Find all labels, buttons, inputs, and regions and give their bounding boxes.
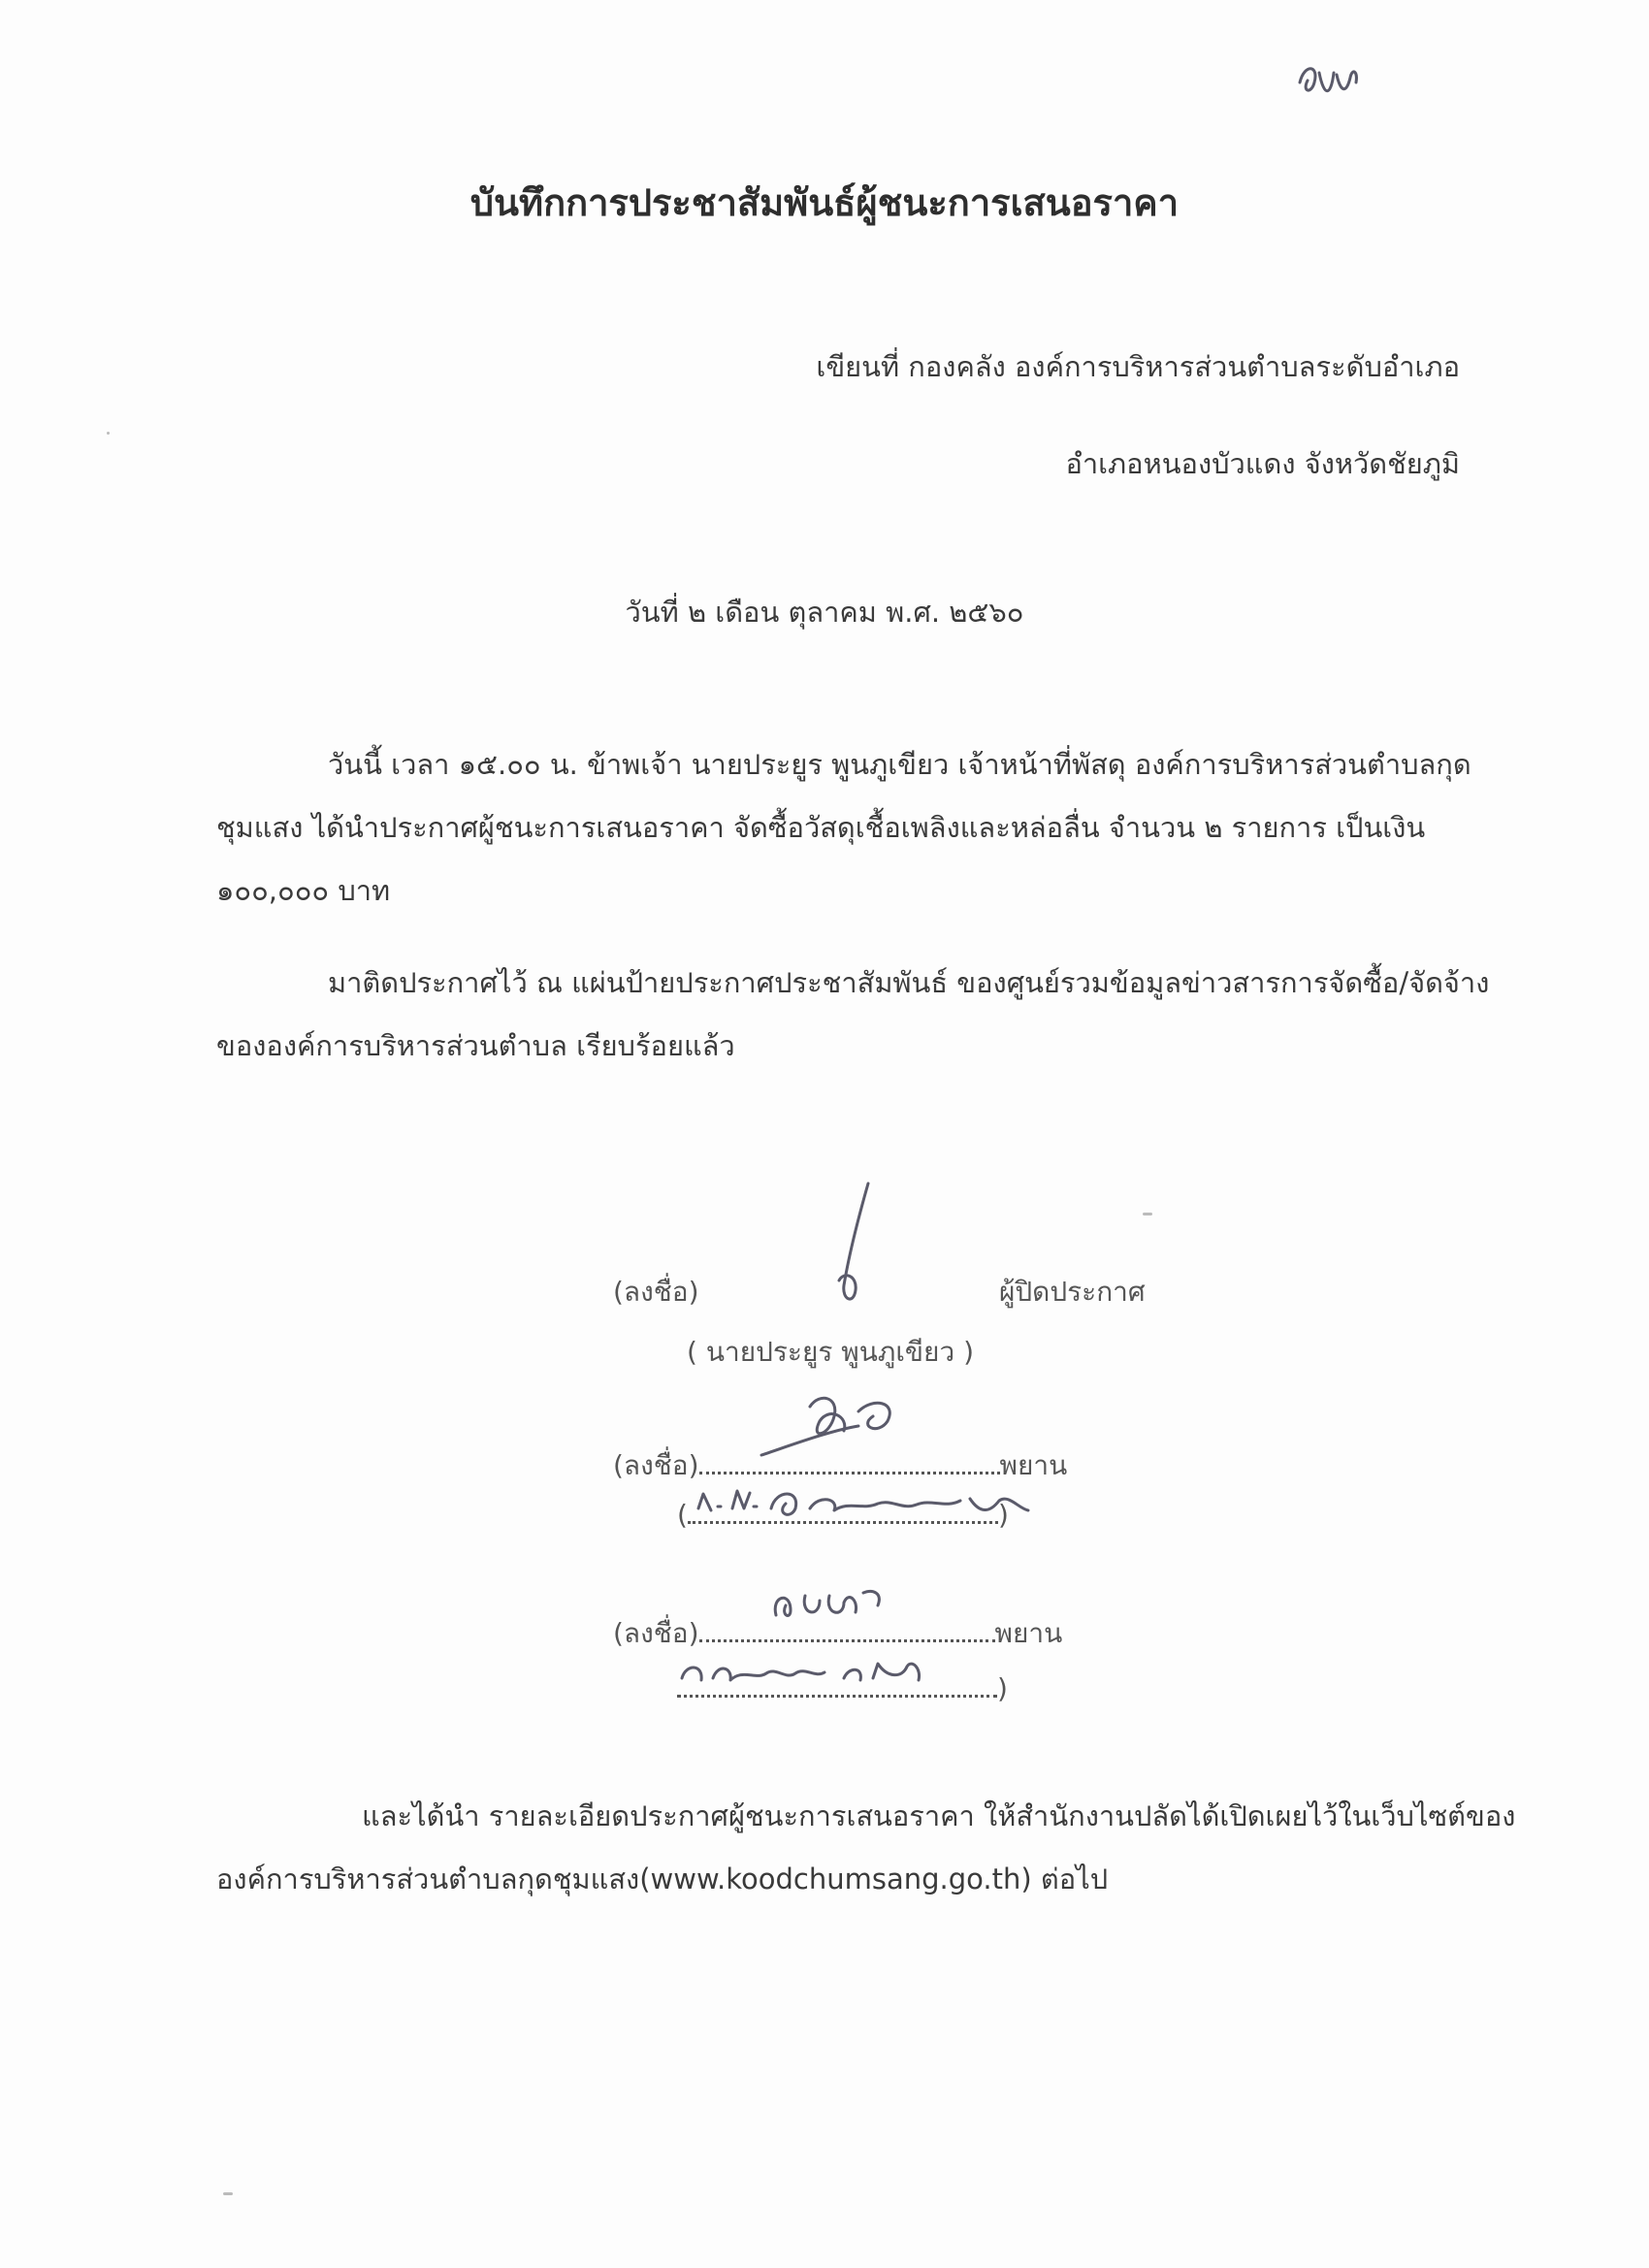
date-line: วันที่ ๒ เดือน ตุลาคม พ.ศ. ๒๕๖๐ [625,596,1024,629]
sign1-role: ผู้ปิดประกาศ [999,1276,1146,1308]
scan-speck [107,432,110,435]
paragraph-2-line-2: ขององค์การบริหารส่วนตำบล เรียบร้อยแล้ว [216,1029,735,1062]
sign2-open-paren: ( [677,1499,688,1531]
sign3-close-paren: ) [997,1672,1008,1704]
paragraph-1-line-2: ชุมแสง ได้นำประกาศผู้ชนะการเสนอราคา จัดซื้อวัสดุเชื้อเพลิงและหล่อลื่น จำนวน ๒ รายการ เป็นเงิน [216,811,1426,844]
sign2-close-paren: ) [997,1499,1009,1531]
paragraph-2-line-1: มาติดประกาศไว้ ณ แผ่นป้ายประกาศประชาสัมพันธ์ ของศูนย์รวมข้อมูลข่าวสารการจัดซื้อ/จัดจ้าง [328,966,1490,999]
corner-handwritten-mark [1290,53,1368,112]
sign1-label: (ลงชื่อ) [613,1276,699,1308]
document-title: บันทึกการประชาสัมพันธ์ผู้ชนะการเสนอราคา [469,181,1180,224]
scan-speck [1143,1213,1152,1215]
sign3-label-text: (ลงชื่อ) [613,1617,699,1649]
closing-line-2: องค์การบริหารส่วนตำบลกุดชุมแสง(www.koodchumsang.go.th) ต่อไป [216,1863,1109,1895]
sign1-name: ( นายประยูร พูนภูเขียว ) [687,1336,975,1368]
sign2-role: พยาน [999,1449,1068,1481]
handwritten-name-witness-2 [674,1649,985,1698]
sign3-role: พยาน [994,1617,1063,1649]
sign3-dotted-line [699,1610,995,1642]
signature-announcer [815,1179,892,1310]
paragraph-1-line-1: วันนี้ เวลา ๑๕.๐๐ น. ข้าพเจ้า นายประยูร พูนภูเขียว เจ้าหน้าที่พัสดุ องค์การบริหารส่วนตำบลกุด [328,748,1471,781]
scan-speck [223,2192,233,2195]
sign2-dotted-line [699,1442,1000,1474]
closing-line-1: และได้นำ รายละเอียดประกาศผู้ชนะการเสนอราคา ให้สำนักงานปลัดได้เปิดเผยไว้ในเว็บไซต์ของ [362,1799,1516,1832]
handwritten-name-witness-1 [694,1479,1043,1528]
written-at-line-2: อำเภอหนองบัวแดง จังหวัดชัยภูมิ [1065,447,1460,480]
sign2-label-text: (ลงชื่อ) [613,1449,699,1481]
paragraph-1-line-3: ๑๐๐,๐๐๐ บาท [216,874,391,907]
written-at-line-1: เขียนที่ กองคลัง องค์การบริหารส่วนตำบลระดับอำเภอ [816,350,1460,383]
